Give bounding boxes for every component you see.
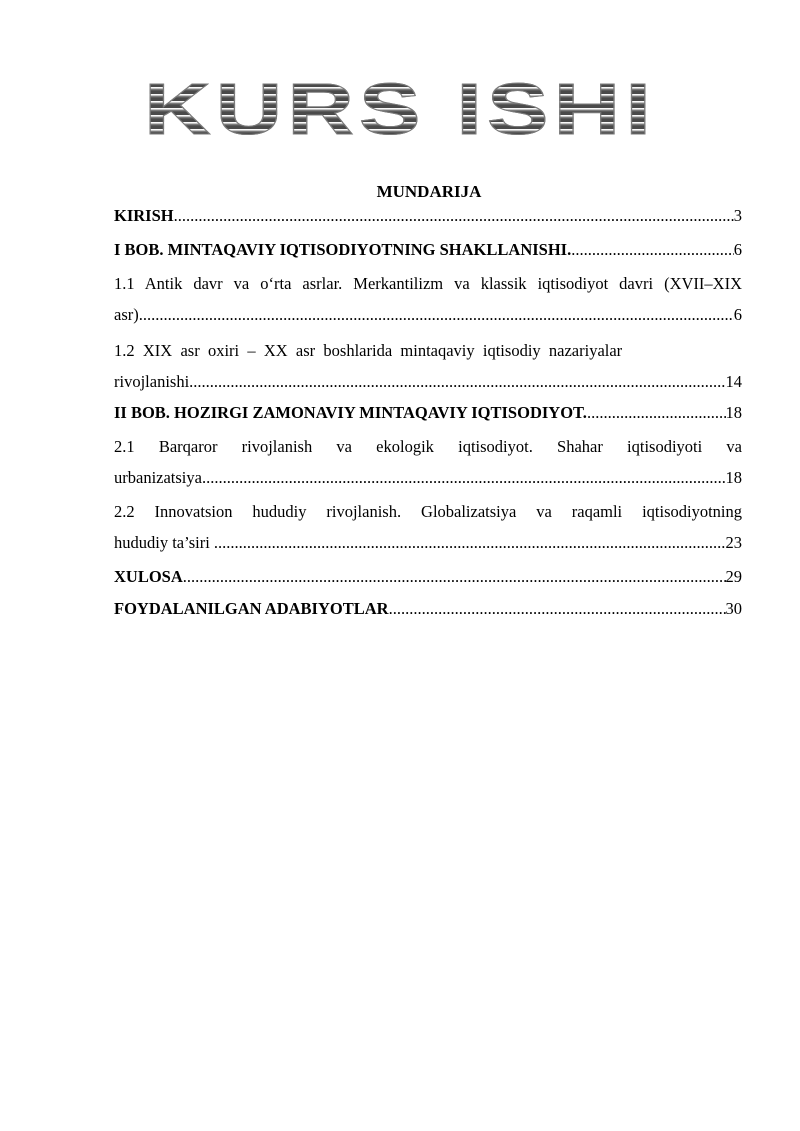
leader-dots bbox=[389, 599, 726, 619]
toc-page-number: 6 bbox=[733, 305, 742, 324]
toc-page-number: 18 bbox=[725, 403, 742, 422]
leader-dots bbox=[587, 403, 726, 423]
toc-entry-2-2[interactable] bbox=[114, 502, 742, 553]
toc-entry-text: urbanizatsiya bbox=[114, 468, 202, 487]
toc-entry-text: 1.2 XIX asr oxiri – XX asr boshlarida mintaqaviy iqtisodiy nazariyalar bbox=[114, 341, 623, 360]
toc-entry-text: 1.1 Antik davr va o‘rta asrlar. Merkantilizm va klassik iqtisodiyot davri (XVII–XIX bbox=[114, 274, 742, 293]
toc-page-number: 6 bbox=[733, 240, 742, 259]
toc-title: MUNDARIJA bbox=[376, 182, 482, 201]
toc-entry-adabiyotlar[interactable] bbox=[114, 599, 742, 619]
toc-page-number: 29 bbox=[725, 567, 742, 586]
toc-page-number: 18 bbox=[725, 468, 742, 487]
toc-page-number: 14 bbox=[725, 372, 742, 391]
toc-entry-xulosa[interactable] bbox=[114, 567, 742, 587]
toc-entry-2-1[interactable] bbox=[114, 437, 742, 488]
toc-entry-kirish[interactable] bbox=[114, 206, 742, 226]
toc-page-number: 30 bbox=[725, 599, 742, 618]
toc-page-number: 3 bbox=[733, 206, 742, 225]
leader-dots bbox=[189, 372, 725, 392]
toc-page-number: 23 bbox=[725, 533, 742, 552]
leader-dots bbox=[183, 567, 726, 587]
toc-entry-1-1[interactable] bbox=[114, 274, 742, 325]
toc-entry-title: FOYDALANILGAN ADABIYOTLAR bbox=[114, 599, 389, 618]
toc-entry-title: I BOB. MINTAQAVIY IQTISODIYOTNING SHAKLLANISHI. bbox=[114, 240, 572, 259]
toc-entry-text: asr) bbox=[114, 305, 139, 324]
toc-entry-bob1[interactable] bbox=[114, 240, 742, 260]
leader-dots bbox=[571, 240, 734, 260]
leader-dots bbox=[202, 468, 726, 488]
toc-entry-text: 2.1 Barqaror rivojlanish va ekologik iqtisodiyot. Shahar iqtisodiyoti va bbox=[114, 437, 742, 456]
leader-dots bbox=[174, 206, 734, 226]
toc-entry-title: XULOSA bbox=[114, 567, 183, 586]
toc-entry-text: 2.2 Innovatsion hududiy rivojlanish. Globalizatsiya va raqamli iqtisodiyotning bbox=[114, 502, 742, 521]
leader-dots bbox=[214, 533, 726, 553]
toc-entry-text: hududiy ta’siri bbox=[114, 533, 214, 552]
toc-entry-bob2[interactable] bbox=[114, 403, 742, 423]
toc-entry-text: rivojlanishi bbox=[114, 372, 190, 391]
toc-entry-title: II BOB. HOZIRGI ZAMONAVIY MINTAQAVIY IQTISODIYOT. bbox=[114, 403, 587, 422]
wordart-heading bbox=[0, 70, 800, 150]
leader-dots bbox=[139, 305, 734, 325]
wordart-text: KURS ISHI bbox=[143, 70, 657, 150]
toc-entry-1-2[interactable] bbox=[114, 341, 742, 392]
toc-entry-title: KIRISH bbox=[114, 206, 174, 225]
